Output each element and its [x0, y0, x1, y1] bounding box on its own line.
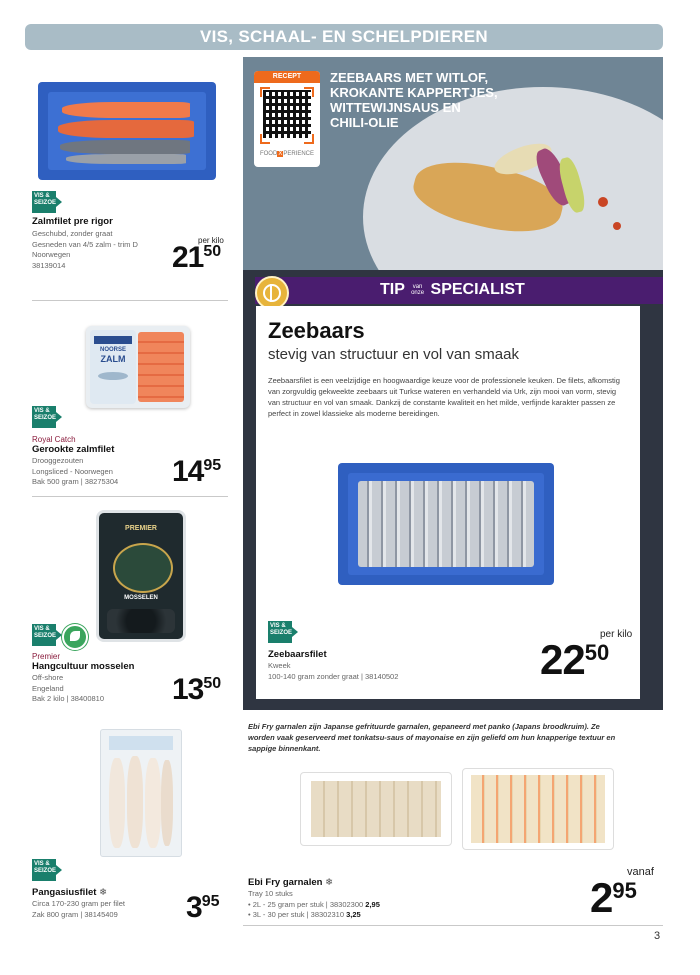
qr-code-icon[interactable]	[263, 90, 311, 138]
ebi-fry-note: Ebi Fry garnalen zijn Japanse gefrituurde garnalen, gepaneerd met panko (Japans broodkruim). Ze worden vaak geserveerd met tonkatsu-saus of mayonaise en zijn geliefd om hun knapperige textuur en sappige binnenkant.	[248, 722, 616, 753]
brand-name: Royal Catch	[32, 435, 76, 444]
specialist-heading: TIP van onze SPECIALIST	[380, 281, 525, 298]
vis-seizoen-badge: VIS & SEIZOEN	[268, 621, 292, 643]
vis-seizoen-badge: VIS & SEIZOEN	[32, 406, 56, 428]
product-name: Ebi Fry garnalen ❄	[248, 877, 334, 888]
price: 2250	[540, 636, 610, 683]
recipe-title: ZEEBAARS MET WITLOF, KROKANTE KAPPERTJES, WITTEWIJNSAUS EN CHILI-OLIE	[330, 70, 498, 130]
product-name: Pangasiusfilet ❄	[32, 887, 108, 898]
price: 295	[590, 874, 637, 921]
price: 1350	[172, 673, 222, 706]
brand-name: Premier	[32, 652, 61, 661]
price: 2150	[172, 241, 222, 274]
sea-bass-crate-image	[338, 463, 554, 585]
ebi-fry-tray-image-2	[462, 768, 614, 850]
product-description: Geschubd, zonder graat Gesneden van 4/5 zalm - trim D Noorwegen 38139014	[32, 229, 138, 270]
recipe-tag: RECEPT	[254, 71, 320, 83]
foodxperience-logo: FOODXPERIENCE	[259, 151, 315, 157]
recipe-qr-card[interactable]	[254, 71, 320, 167]
product-description: Drooggezouten Longsliced - Noorwegen Bak 500 gram | 38275304	[32, 456, 119, 486]
frozen-icon: ❄	[325, 877, 334, 888]
price: 395	[186, 891, 220, 924]
divider	[32, 300, 228, 301]
product-description: Kweek 100-140 gram zonder graat | 38140502	[268, 661, 399, 681]
product-description: Tray 10 stuks • 2L - 25 gram per stuk | 38302300 2,95 • 3L - 30 per stuk | 38302310 3,25	[248, 889, 380, 919]
price-unit: per kilo	[198, 236, 224, 245]
specialist-globe-icon	[255, 276, 289, 310]
page-number: 3	[654, 930, 661, 942]
vis-seizoen-badge: VIS & SEIZOEN	[32, 191, 56, 213]
price: 1495	[172, 455, 222, 488]
footer-divider	[243, 925, 663, 926]
product-description: Circa 170-230 gram per filet Zak 800 gram | 38145409	[32, 899, 125, 919]
product-name: Hangcultuur mosselen	[32, 661, 135, 672]
specialist-title: Zeebaars	[268, 318, 365, 343]
salmon-fillet-crate-image	[38, 82, 216, 180]
mussels-package-image: PREMIER MOSSELEN	[96, 510, 186, 642]
price-unit: per kilo	[600, 629, 633, 640]
frozen-icon: ❄	[99, 887, 108, 898]
asc-certified-icon	[62, 624, 88, 650]
pangasius-bag-image	[100, 729, 182, 857]
ebi-fry-tray-image-1	[300, 772, 452, 846]
section-header: VIS, SCHAAL- EN SCHELPDIEREN	[25, 24, 663, 50]
vis-seizoen-badge: VIS & SEIZOEN	[32, 624, 56, 646]
product-description: Off-shore Engeland Bak 2 kilo | 38400810	[32, 673, 105, 703]
smoked-salmon-package-image: NOORSE ZALM	[86, 326, 190, 408]
specialist-description: Zeebaarsfilet is een veelzijdige en hoogwaardige keuze voor de professionele keuken. De filets, afkomstig van zorgvuldig gekweekte zeebaars uit Turkse wateren en verhandeld via Urk, zijn mooi van vorm, stevig van structuur en vol van smaak. Dankzij de constante kwaliteit en het milde, verfijnde karakter passen ze perfect in zowel klassieke als moderne bereidingen.	[268, 376, 620, 418]
product-name: Zeebaarsfilet	[268, 649, 327, 660]
price-prefix: vanaf	[627, 866, 654, 878]
specialist-subtitle: stevig van structuur en vol van smaak	[268, 346, 519, 363]
vis-seizoen-badge: VIS & SEIZOEN	[32, 859, 56, 881]
product-name: Zalmfilet pre rigor	[32, 216, 113, 227]
divider	[32, 496, 228, 497]
product-name: Gerookte zalmfilet	[32, 444, 115, 455]
